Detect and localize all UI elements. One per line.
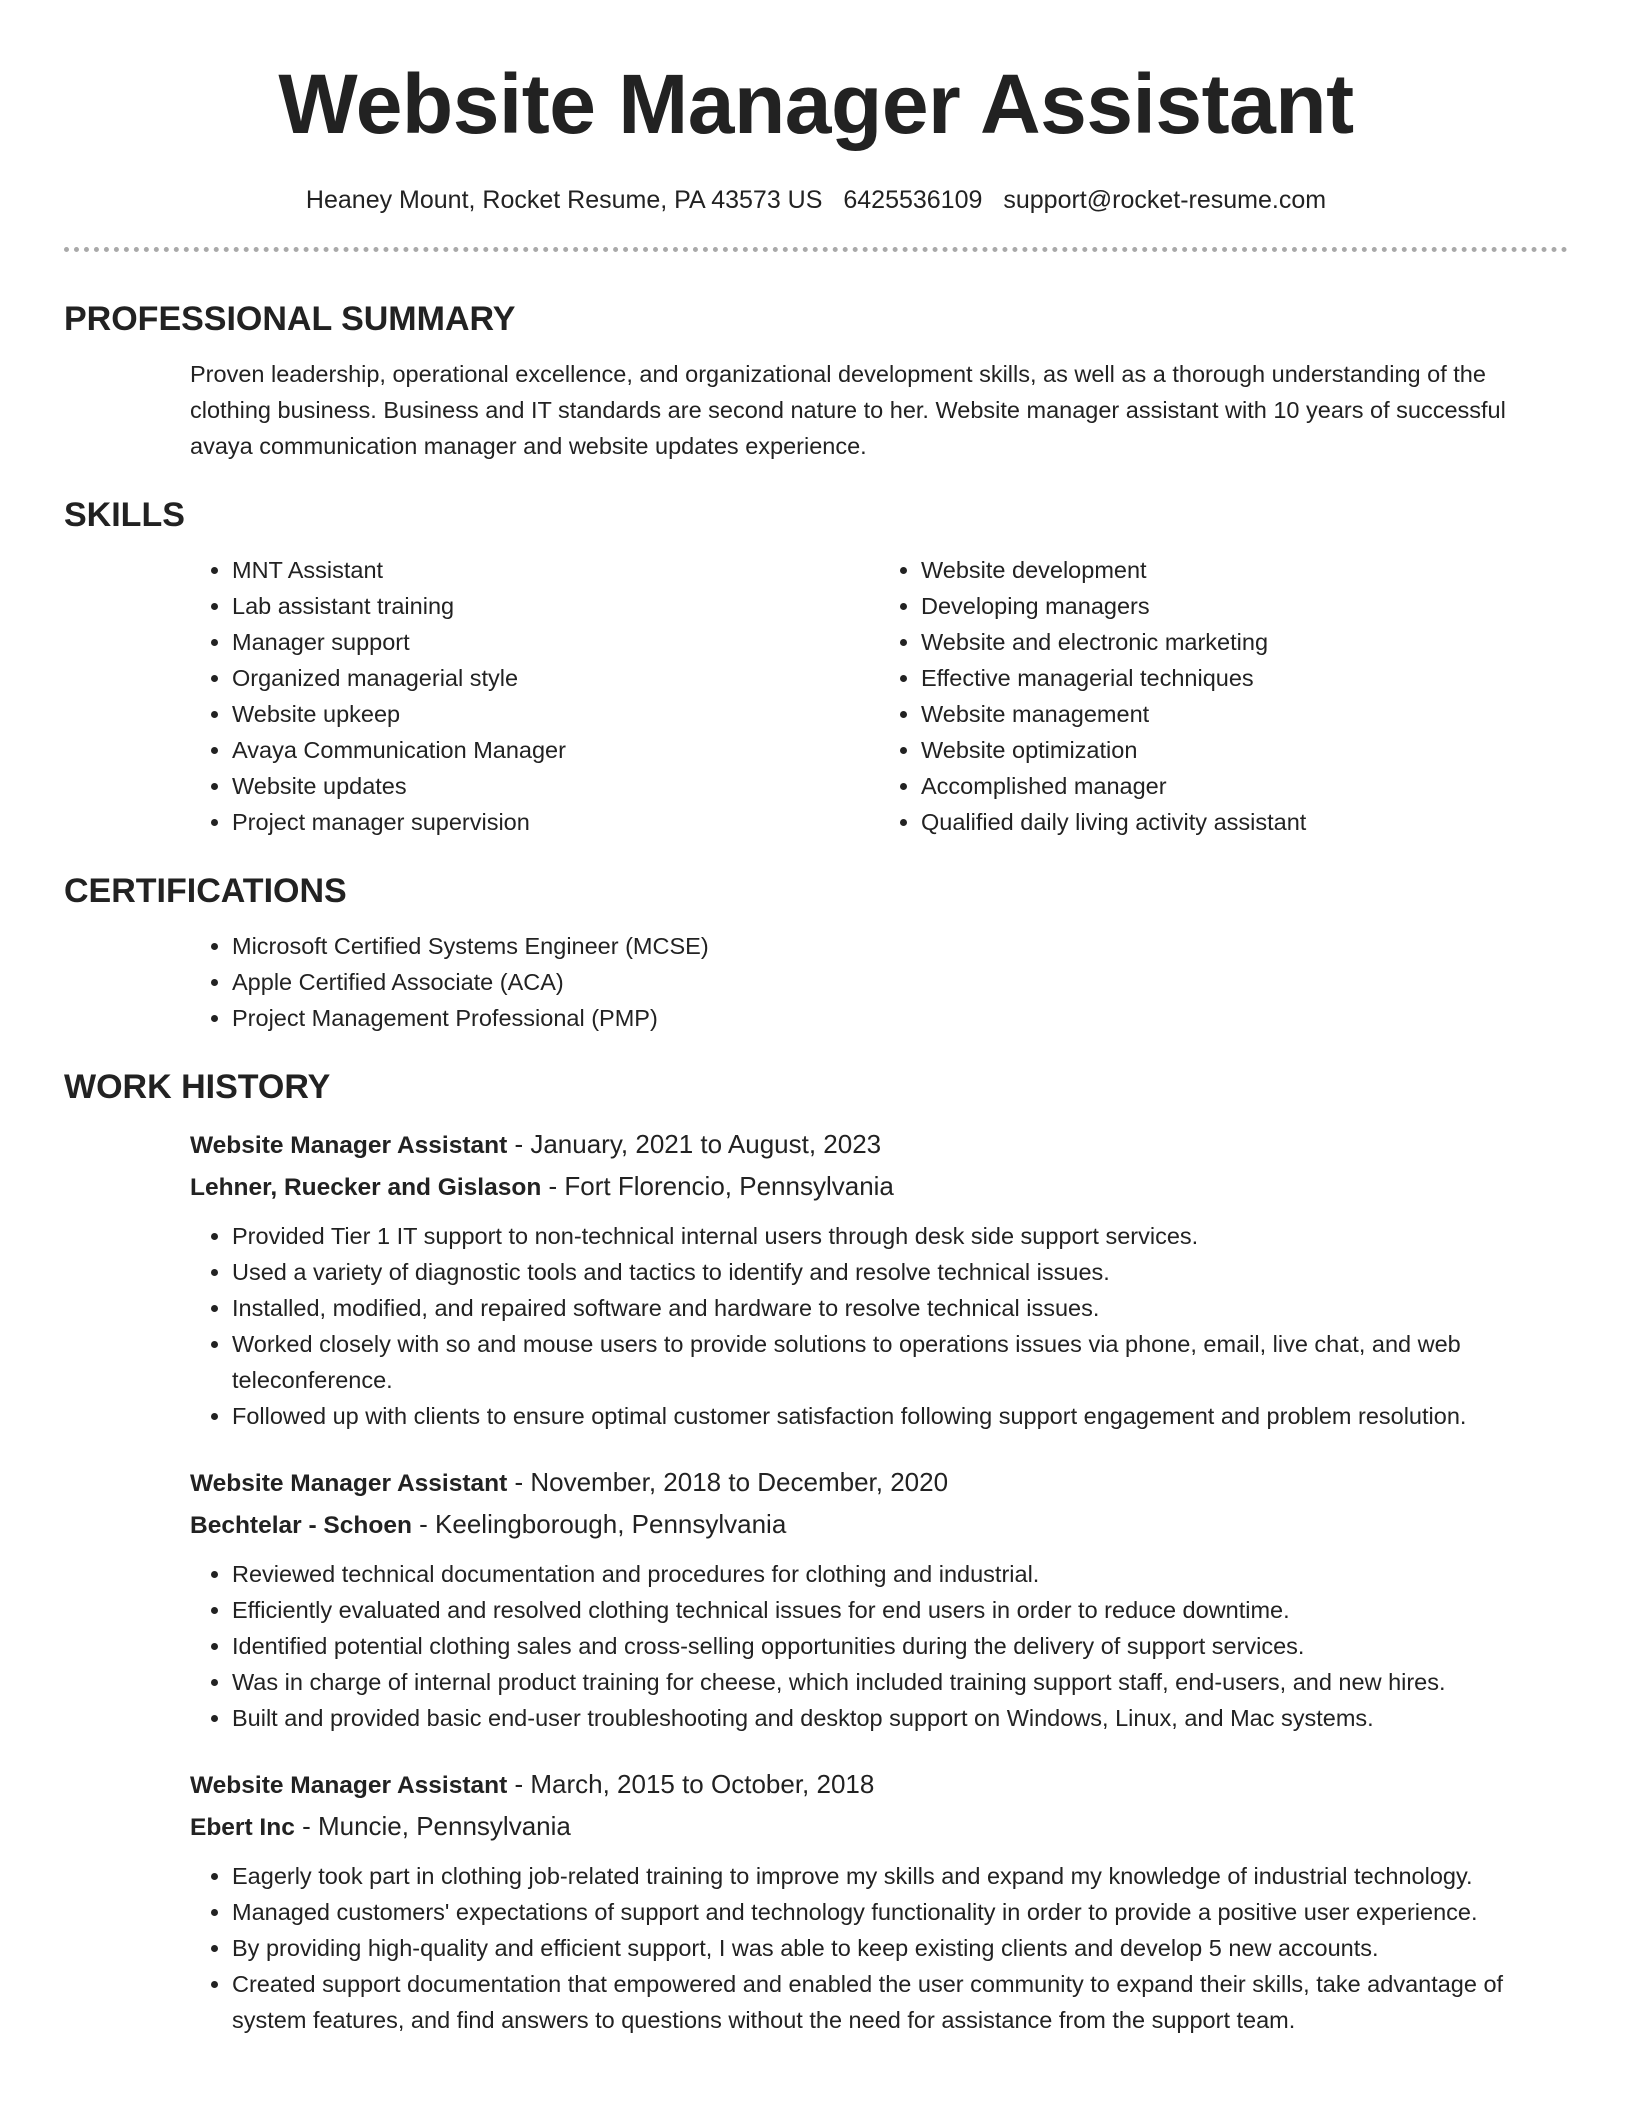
job-bullet: • Efficiently evaluated and resolved clothing technical issues for end users in order to reduce downtime. — [232, 1592, 1568, 1628]
job-company: Ebert Inc — [190, 1814, 295, 1841]
job-dates: - November, 2018 to December, 2020 — [507, 1467, 949, 1497]
summary-text: Proven leadership, operational excellence, and organizational development skills, as well as a thorough understanding of the clothing business. Business and IT standards are second nature to her. Website manager assistant with 10 years of successful avaya communication manager and website updates experience. — [190, 361, 1506, 459]
skill-item: • Lab assistant training — [232, 588, 879, 624]
job-bullet: • Installed, modified, and repaired software and hardware to resolve technical issues. — [232, 1290, 1568, 1326]
job-bullet: • Managed customers' expectations of support and technology functionality in order to provide a positive user experience. — [232, 1894, 1568, 1930]
skill-item: • MNT Assistant — [232, 552, 879, 588]
skill-item: • Effective managerial techniques — [921, 660, 1568, 696]
skill-item: • Organized managerial style — [232, 660, 879, 696]
skill-item: • Accomplished manager — [921, 768, 1568, 804]
job-bullet: • Followed up with clients to ensure optimal customer satisfaction following support engagement and problem resolution. — [232, 1398, 1568, 1434]
skill-item: • Website optimization — [921, 732, 1568, 768]
skills-title: SKILLS — [64, 496, 185, 534]
skill-item: • Website management — [921, 696, 1568, 732]
skill-item: • Website upkeep — [232, 696, 879, 732]
skill-item: • Website and electronic marketing — [921, 624, 1568, 660]
job-company-line — [190, 1806, 1568, 1848]
header-divider — [64, 247, 1568, 252]
job-company-line — [190, 1504, 1568, 1546]
skills-grid — [190, 552, 1568, 840]
contact-email: support@rocket-resume.com — [1003, 186, 1327, 214]
skill-item: • Developing managers — [921, 588, 1568, 624]
job-role-line — [190, 1764, 1568, 1806]
job-location: - Muncie, Pennsylvania — [294, 1811, 571, 1841]
job-dates: - March, 2015 to October, 2018 — [507, 1769, 875, 1799]
job-bullet: • Built and provided basic end-user troubleshooting and desktop support on Windows, Linux, and Mac systems. — [232, 1700, 1568, 1736]
certification-item: • Microsoft Certified Systems Engineer (MCSE) — [232, 928, 1568, 964]
job-company-line — [190, 1166, 1568, 1208]
job-role: Website Manager Assistant — [190, 1772, 508, 1799]
contact-address: Heaney Mount, Rocket Resume, PA 43573 US — [305, 186, 823, 214]
job-company: Bechtelar - Schoen — [190, 1512, 412, 1539]
certifications-title: CERTIFICATIONS — [64, 872, 347, 910]
work-history-title: WORK HISTORY — [64, 1068, 331, 1106]
certification-item: • Project Management Professional (PMP) — [232, 1000, 1568, 1036]
job-bullet: • Provided Tier 1 IT support to non-technical internal users through desk side support services. — [232, 1218, 1568, 1254]
job-bullet: • Used a variety of diagnostic tools and tactics to identify and resolve technical issues. — [232, 1254, 1568, 1290]
job-entry — [190, 1462, 1568, 1736]
job-bullet: • Eagerly took part in clothing job-related training to improve my skills and expand my knowledge of industrial technology. — [232, 1858, 1568, 1894]
skills-list-left — [190, 552, 879, 840]
contact-line — [64, 186, 1568, 215]
summary-block — [190, 356, 1568, 464]
job-bullets — [190, 1556, 1568, 1736]
skill-item: • Project manager supervision — [232, 804, 879, 840]
certification-item: • Apple Certified Associate (ACA) — [232, 964, 1568, 1000]
skill-item: • Qualified daily living activity assistant — [921, 804, 1568, 840]
skill-item: • Website updates — [232, 768, 879, 804]
resume-name: Website Manager Assistant — [278, 57, 1354, 151]
job-role: Website Manager Assistant — [190, 1132, 508, 1159]
job-role-line — [190, 1124, 1568, 1166]
skill-item: • Avaya Communication Manager — [232, 732, 879, 768]
certifications-list — [190, 928, 1568, 1036]
job-entry — [190, 1764, 1568, 2038]
job-location: - Keelingborough, Pennsylvania — [411, 1509, 787, 1539]
job-bullet: • Worked closely with so and mouse users to provide solutions to operations issues via phone, email, live chat, and web teleconference. — [232, 1326, 1568, 1398]
certifications-block — [190, 928, 1568, 1036]
job-role-line — [190, 1462, 1568, 1504]
job-bullet: • Reviewed technical documentation and procedures for clothing and industrial. — [232, 1556, 1568, 1592]
job-bullet: • Identified potential clothing sales and cross-selling opportunities during the delivery of support services. — [232, 1628, 1568, 1664]
job-bullet: • Created support documentation that empowered and enabled the user community to expand their skills, take advantage of system features, and find answers to questions without the need for assistance from the support team. — [232, 1966, 1568, 2038]
job-location: - Fort Florencio, Pennsylvania — [541, 1171, 894, 1201]
job-role: Website Manager Assistant — [190, 1470, 508, 1497]
job-bullets — [190, 1218, 1568, 1434]
job-entry — [190, 1124, 1568, 1434]
contact-phone: 6425536109 — [843, 186, 983, 214]
summary-title: PROFESSIONAL SUMMARY — [64, 300, 516, 338]
job-bullet: • Was in charge of internal product training for cheese, which included training support staff, end-users, and new hires. — [232, 1664, 1568, 1700]
job-bullets — [190, 1858, 1568, 2038]
skills-list-right — [879, 552, 1568, 840]
job-company: Lehner, Ruecker and Gislason — [190, 1174, 542, 1201]
skill-item: • Manager support — [232, 624, 879, 660]
job-bullet: • By providing high-quality and efficient support, I was able to keep existing clients and develop 5 new accounts. — [232, 1930, 1568, 1966]
job-dates: - January, 2021 to August, 2023 — [507, 1129, 882, 1159]
skill-item: • Website development — [921, 552, 1568, 588]
